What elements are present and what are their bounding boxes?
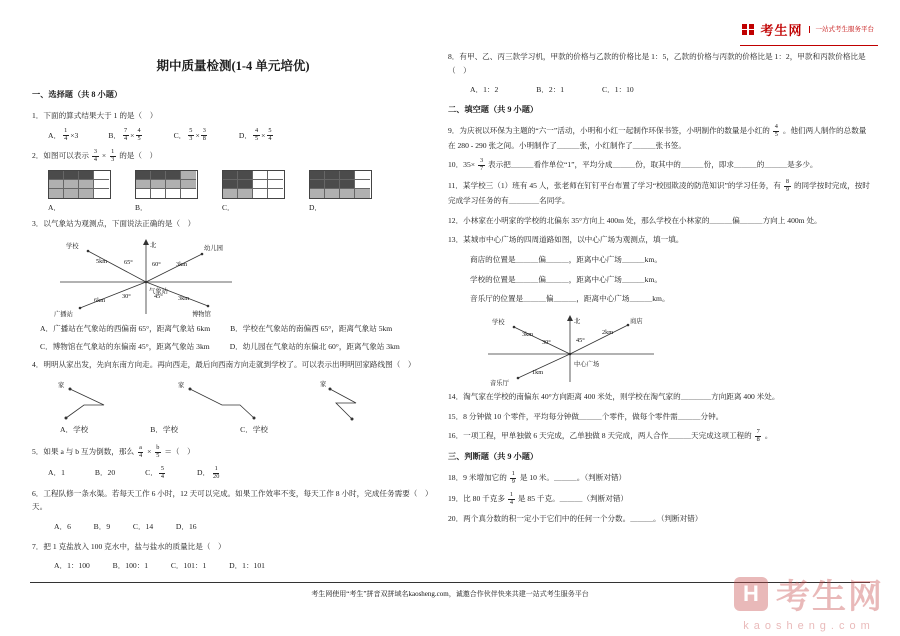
q19-text-end: 是 85 千克。＿＿＿（判断对错） [517, 493, 629, 503]
q14-stem: 14．淘气家在学校的南偏东 40°方向距离 400 米处，则学校在淘气家的＿＿＿＿方向距离 400 米处。 [448, 391, 780, 401]
fraction: $\frac{3}{7}$ [479, 157, 484, 173]
q3-option-a: A．广播站在气象站的西偏南 65°，距离气象站 6km [40, 324, 211, 334]
q16-text-end: 。 [764, 431, 773, 441]
q5-option-b: B．20 [94, 468, 116, 478]
brand-tagline: 一站式考生服务平台 [809, 26, 875, 34]
option-text: × [261, 131, 266, 141]
q4-route-b-diagram [174, 377, 260, 423]
q6-stem: 6．工程队修一条水渠。若每天工作 6 小时，12 天可以完成。如果工作效率不变，每天工作 8 小时，完成任务需要（ ）天。 [32, 488, 433, 512]
q16-text: 16．一项工程，甲单独做 6 天完成，乙单独做 8 天完成，两人合作＿＿＿天完成这项工程的 [448, 431, 752, 441]
option-label: A． [48, 131, 62, 141]
home-label: 家 [178, 382, 185, 390]
q2-stem [32, 149, 436, 164]
q8-options: A．1：2 B．2：1 C．1：10 [470, 85, 634, 95]
q20-stem: 20．两个真分数的积一定小于它们中的任何一个分数。＿＿＿。（判断对错） [448, 514, 703, 524]
q10-text: 10．35× [448, 160, 476, 170]
q3-option-d: D．幼儿园在气象站的东偏北 60°，距离气象站 3km [229, 341, 400, 351]
option-label: D． [196, 468, 211, 478]
q7-stem: 7．把 1 克盐放入 100 克水中，盐与盐水的质量比是（ ） [32, 541, 226, 551]
q5-option-d [197, 466, 222, 481]
fraction: $\frac{3}{4}$ [93, 148, 98, 164]
q1-option-b [108, 128, 143, 143]
q2-grid-d [309, 170, 372, 215]
angle-1: 45° [576, 336, 585, 344]
section-2-header: 二、填空题（共 9 小题） [448, 104, 539, 114]
fraction: $\frac{5}{4}$ [268, 127, 272, 143]
q9-text: 9．为庆祝以环保为主题的“六一”活动，小明和小红一起制作环保书签，小明制作的数量是小红的 [448, 125, 770, 135]
q6-options: A．6 B．9 C．14 D．16 [54, 521, 197, 531]
q15-stem: 15．8 分钟做 10 个零件，平均每分钟做＿＿＿个零件，做每个零件需＿＿＿分钟。 [448, 411, 724, 421]
q13-line-shop: 商店的位置是＿＿＿偏＿＿＿，距离中心广场＿＿＿km。 [470, 254, 662, 264]
dist-se: 3km [178, 295, 190, 303]
home-label: 家 [320, 381, 327, 389]
q19-stem [448, 492, 870, 507]
angle-ne: 60° [152, 261, 161, 269]
angle-se: 45° [154, 293, 163, 301]
fraction: $\frac{7}{8}$ [756, 428, 760, 444]
grid-label: A． [48, 203, 61, 213]
q2-stem-text-end: 的是（ ） [119, 151, 158, 161]
page-title: 期中质量检测(1-4 单元培优) [156, 59, 310, 73]
q3-option-c: C．博物馆在气象站的东偏南 45°，距离气象站 3km [40, 341, 210, 351]
watermark-brand-name: 考生网 [776, 579, 884, 616]
dist-nw: 5km [96, 258, 108, 266]
right-column [448, 50, 870, 532]
option-label: C． [173, 131, 187, 141]
q2-grid-a [48, 170, 111, 215]
q10-stem [448, 158, 870, 173]
q2-stem-text: 2．如图可以表示 [32, 151, 89, 161]
q13-line-school: 学校的位置是＿＿＿偏＿＿＿，距离中心广场＿＿＿km。 [470, 274, 662, 284]
fraction: $\frac{1}{4}$ [64, 127, 68, 143]
q11-text: 11．某学校三（1）班有 45 人，张老师在钉钉平台布置了学习“校园欺凌的防范知识”的学习任务，有 [448, 181, 781, 191]
q11-stem [448, 179, 870, 208]
q1-stem: 1．下面的算式结果大于 1 的是（ ） [32, 110, 158, 120]
q4-option-b: B．学校 [150, 425, 179, 435]
school-label: 学校 [66, 243, 79, 251]
q13-stem: 13．某城市中心广场的四周道路如图，以中心广场为观测点，填一填。 [448, 235, 684, 245]
option-text: ×3 [70, 131, 79, 141]
fraction-grid [135, 170, 198, 199]
q5-stem [32, 445, 436, 460]
q19-text: 19．比 80 千克多 [448, 493, 505, 503]
broadcast-label: 广播站 [54, 311, 73, 319]
shop-label: 商店 [630, 317, 643, 325]
q12-stem: 12．小林家在小明家的学校的北偏东 35°方向上 400m 处，那么学校在小林家的＿＿＿偏＿＿＿方向上 400m 处。 [448, 215, 822, 225]
grid-label: C． [222, 203, 235, 213]
q3-stem: 3．以气象站为观测点，下面说法正确的是（ ） [32, 218, 196, 228]
fraction: $\frac{4}{5}$ [137, 127, 141, 143]
fraction-grid [222, 170, 285, 199]
left-column [32, 88, 436, 579]
school-label: 学校 [492, 318, 505, 326]
q2-grid-b [135, 170, 198, 215]
q13-compass-diagram [478, 312, 663, 386]
dist-3: 1km [532, 368, 544, 376]
fraction: $\frac{3}{8}$ [202, 127, 206, 143]
fraction: $\frac{4}{5}$ [254, 127, 259, 143]
watermark-row [734, 569, 884, 618]
watermark-domain: kaosheng.com [743, 620, 875, 632]
fraction-grid [48, 170, 111, 199]
center-plaza-label: 中心广场 [574, 360, 600, 368]
q2-grid-c [222, 170, 285, 215]
fraction: $\frac{7}{4}$ [124, 127, 128, 143]
dist-ne: 3km [176, 261, 188, 269]
q4-option-labels [32, 423, 436, 437]
q8-stem: 8．有甲、乙、丙三款学习机，甲款的价格与乙款的价格比是 1：5，乙款的价格与丙款的价格比是 1：2，甲款和丙款价格比是（ ） [448, 52, 866, 75]
q5-option-a: A．1 [48, 468, 65, 478]
fraction: $\frac{4}{5}$ [774, 122, 778, 138]
option-text: × [195, 131, 200, 141]
kindergarten-label: 幼儿园 [204, 245, 223, 253]
q3-options-ab [32, 322, 436, 336]
q18-text: 18．9 米增加它的 [448, 472, 507, 482]
kaosheng-logo-icon: H [734, 577, 768, 611]
fraction: $\frac{1}{4}$ [509, 490, 514, 506]
q16-stem [448, 429, 870, 444]
dist-2: 3km [522, 330, 534, 338]
fraction: $\frac{5}{3}$ [189, 127, 193, 143]
weather-station-label: 气象站 [149, 288, 168, 296]
fraction: $\frac{5}{4}$ [160, 464, 164, 480]
q7-options: A．1：100 B．100：1 C．101：1 D．1：101 [54, 561, 265, 571]
museum-label: 博物馆 [192, 311, 211, 319]
q5-stem-text: 5．如果 a 与 b 互为倒数，那么 [32, 447, 135, 457]
grid-label: B． [135, 203, 148, 213]
grid-label: D． [309, 203, 322, 213]
kaosheng-brand-header [740, 20, 878, 46]
q18-text-end: 是 10 米。＿＿＿。（判断对错） [519, 472, 627, 482]
fraction-grid [309, 170, 372, 199]
q13-line-music: 音乐厅的位置是＿＿＿偏＿＿＿，距离中心广场＿＿＿km。 [470, 294, 670, 304]
q9-stem [448, 124, 870, 153]
q9-text-end: 。他们两人制作的总数量在 280 - 290 张之间。小明制作了＿＿＿张，小红制作了＿＿＿张书签。 [448, 125, 867, 150]
q5-options [32, 466, 436, 481]
q4-route-diagrams [32, 377, 436, 423]
north-label: 北 [150, 242, 157, 250]
q1-option-a [48, 128, 78, 143]
angle-sw: 30° [122, 293, 131, 301]
fraction: $\frac{a}{4}$ [139, 443, 143, 459]
q3-options-cd [32, 340, 436, 354]
angle-nw: 65° [124, 259, 133, 267]
fraction: $\frac{1}{3}$ [111, 148, 115, 164]
q10-text-end: 表示把＿＿＿看作单位“1”，平均分成＿＿＿份，取其中的＿＿＿份，即求＿＿＿的＿＿＿是多少。 [488, 160, 818, 170]
kaosheng-watermark [734, 569, 884, 632]
kaosheng-logo-icon [742, 24, 754, 36]
angle-2: 30° [542, 338, 551, 346]
q2-grid-options [32, 170, 436, 215]
q5-option-c [145, 466, 167, 481]
footer-text: 考生网使用“考生”拼音双拼域名kaosheng.com，诚邀合作伙伴快来共建一站式考生服务平台 [311, 590, 589, 598]
q3-option-b: B．学校在气象站的南偏西 65°，距离气象站 5km [230, 324, 393, 334]
q5-times: × [147, 447, 152, 457]
q3-compass-diagram [46, 236, 246, 318]
q4-stem: 4．明明从家出发，先向东南方向走。再向西走，最后向西南方向走就到学校了。可以表示出明明回家路线图（ ） [32, 359, 416, 369]
fraction: $\frac{1}{9}$ [511, 469, 515, 485]
fraction: $\frac{8}{9}$ [785, 178, 790, 193]
section-3-header: 三、判断题（共 9 小题） [448, 452, 539, 462]
q1-option-c [174, 128, 209, 143]
option-label: B． [108, 131, 121, 141]
fraction: $\frac{b}{5}$ [156, 443, 160, 459]
home-label: 家 [58, 382, 65, 390]
q18-stem [448, 471, 870, 486]
q2-times: × [101, 151, 107, 161]
dist-1: 2km [602, 328, 614, 336]
option-label: C． [145, 468, 158, 478]
q1-option-d [239, 128, 275, 143]
music-hall-label: 音乐厅 [490, 379, 509, 386]
option-text: × [130, 131, 135, 141]
q4-option-c: C．学校 [240, 425, 268, 435]
brand-name: 考生网 [760, 23, 803, 38]
q5-stem-text-end: ＝（ ） [164, 447, 195, 457]
north-label: 北 [574, 317, 581, 325]
dist-sw: 6km [94, 297, 106, 305]
q4-route-c-diagram [294, 377, 380, 423]
section-1-header: 一、选择题（共 8 小题） [32, 90, 123, 99]
option-label: D． [238, 131, 252, 141]
q11-text-end: 的同学按时完成，按时完成学习任务的有＿＿＿＿名同学。 [448, 181, 870, 205]
q1-options [32, 128, 436, 143]
q4-route-a-diagram [54, 377, 140, 423]
q4-option-a: A．学校 [60, 425, 89, 435]
fraction: $\frac{1}{20}$ [213, 464, 220, 480]
